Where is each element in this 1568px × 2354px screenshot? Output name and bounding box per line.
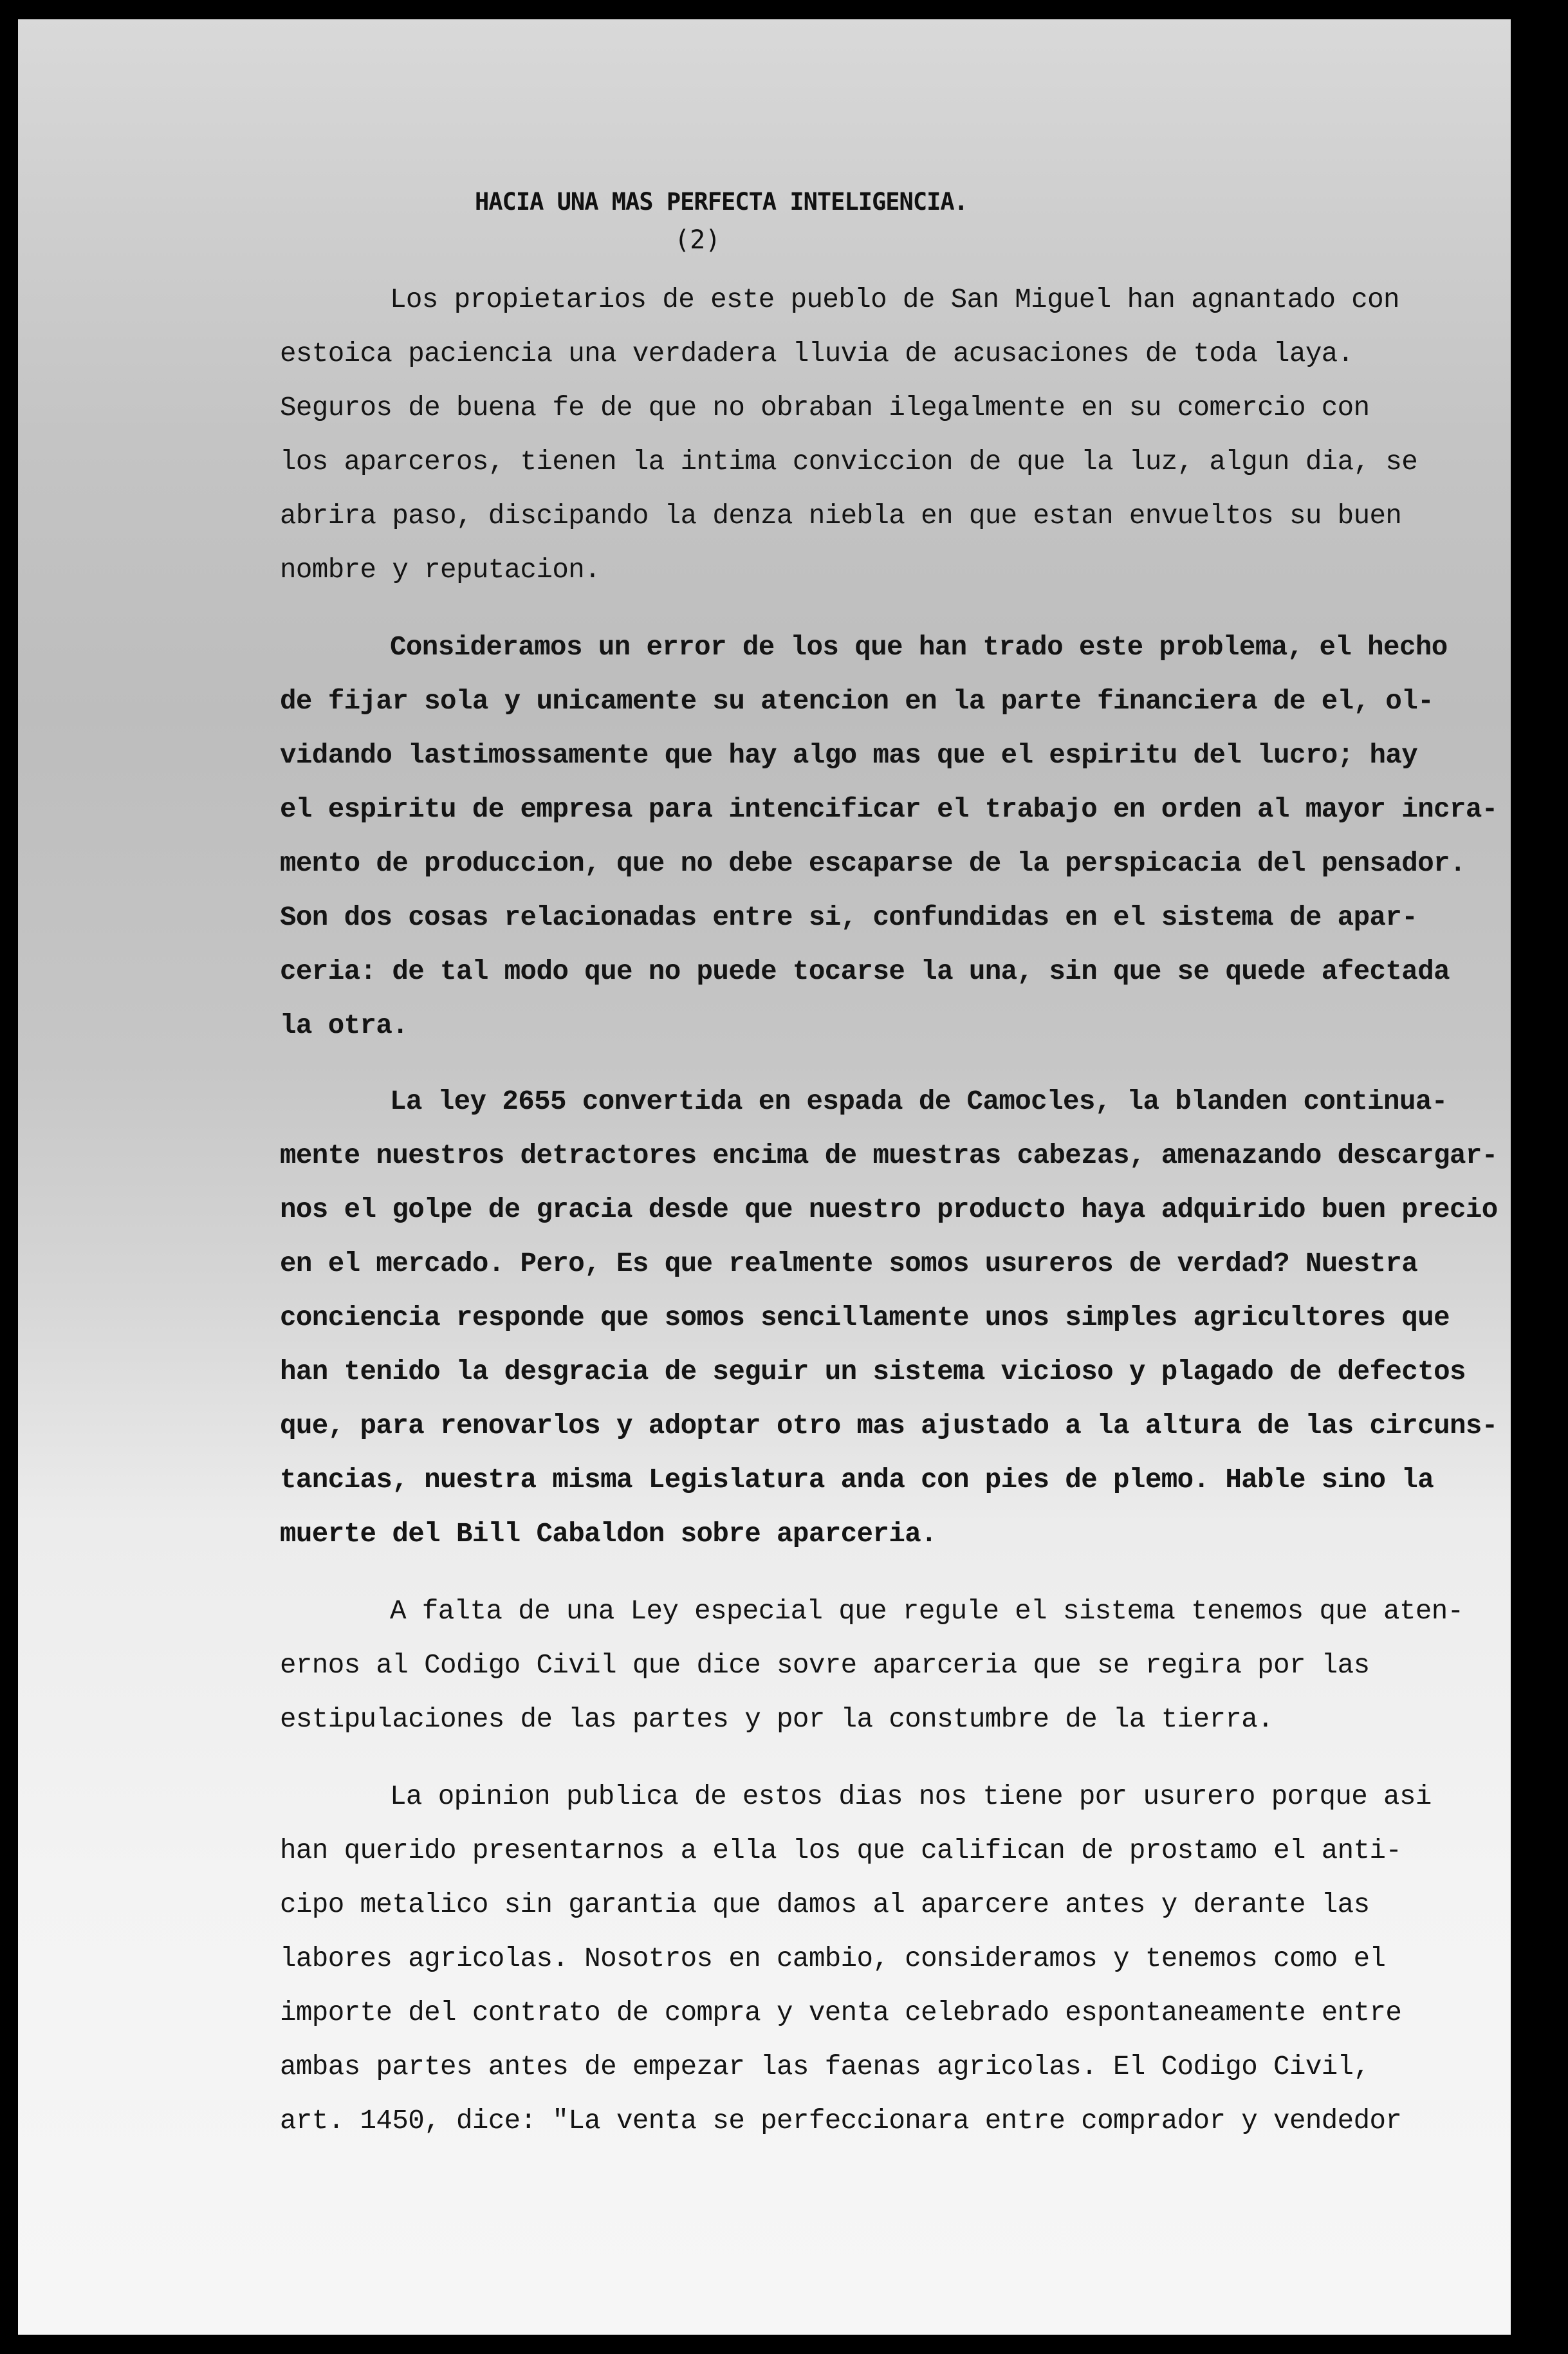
paragraph-2-line-3: vidando lastimossamente que hay algo mas que el espiritu del lucro; hay (280, 740, 1418, 771)
paragraph-4-line-2: ernos al Codigo Civil que dice sovre aparceria que se regira por las (280, 1650, 1370, 1681)
paragraph-3-line-6: han tenido la desgracia de seguir un sistema vicioso y plagado de defectos (280, 1357, 1466, 1387)
paragraph-3-line-7: que, para renovarlos y adoptar otro mas ajustado a la altura de las circuns- (280, 1411, 1498, 1441)
document-page (18, 19, 1511, 2335)
paragraph-3-line-5: conciencia responde que somos sencillamente unos simples agricultores que (280, 1302, 1450, 1333)
paragraph-2-line-6: Son dos cosas relacionadas entre si, confundidas en el sistema de apar- (280, 902, 1418, 933)
paragraph-3-line-9: muerte del Bill Cabaldon sobre aparceria. (280, 1519, 937, 1550)
paragraph-2-line-5: mento de produccion, que no debe escaparse de la perspicacia del pensador. (280, 848, 1466, 879)
paragraph-2-line-7: ceria: de tal modo que no puede tocarse la una, sin que se quede afectada (280, 956, 1450, 987)
document-title: HACIA UNA MAS PERFECTA INTELIGENCIA. (475, 188, 968, 216)
paragraph-1-line-1: Los propietarios de este pueblo de San Miguel han agnantado con (390, 284, 1399, 315)
paragraph-1-line-5: abrira paso, discipando la denza niebla en que estan envueltos su buen (280, 501, 1402, 532)
paragraph-5-line-6: ambas partes antes de empezar las faenas agricolas. El Codigo Civil, (280, 2052, 1370, 2082)
paragraph-2-line-2: de fijar sola y unicamente su atencion en la parte financiera de el, ol- (280, 686, 1434, 717)
paragraph-2-line-1: Consideramos un error de los que han trado este problema, el hecho (390, 632, 1448, 663)
paragraph-2-line-8: la otra. (280, 1010, 409, 1041)
paragraph-1-line-3: Seguros de buena fe de que no obraban ilegalmente en su comercio con (280, 393, 1370, 423)
paragraph-4-line-1: A falta de una Ley especial que regule el sistema tenemos que aten- (390, 1596, 1464, 1627)
paragraph-5-line-1: La opinion publica de estos dias nos tiene por usurero porque asi (390, 1781, 1432, 1812)
paragraph-5-line-4: labores agricolas. Nosotros en cambio, consideramos y tenemos como el (280, 1943, 1386, 1974)
paragraph-4-line-3: estipulaciones de las partes y por la constumbre de la tierra. (280, 1704, 1274, 1735)
paragraph-3-line-3: nos el golpe de gracia desde que nuestro producto haya adquirido buen precio (280, 1194, 1498, 1225)
paragraph-1-line-4: los aparceros, tienen la intima conviccion de que la luz, algun dia, se (280, 447, 1418, 477)
paragraph-5-line-3: cipo metalico sin garantia que damos al aparcere antes y derante las (280, 1889, 1370, 1920)
paragraph-3-line-1: La ley 2655 convertida en espada de Camocles, la blanden continua- (390, 1086, 1448, 1117)
paragraph-3-line-8: tancias, nuestra misma Legislatura anda con pies de plemo. Hable sino la (280, 1465, 1434, 1496)
paragraph-3-line-4: en el mercado. Pero, Es que realmente somos usureros de verdad? Nuestra (280, 1248, 1418, 1279)
paragraph-5-line-2: han querido presentarnos a ella los que califican de prostamo el anti- (280, 1835, 1402, 1866)
paragraph-1-line-6: nombre y reputacion. (280, 555, 601, 586)
paragraph-1-line-2: estoica paciencia una verdadera lluvia de acusaciones de toda laya. (280, 338, 1354, 369)
paragraph-5-line-5: importe del contrato de compra y venta celebrado espontaneamente entre (280, 1997, 1402, 2028)
paragraph-3-line-2: mente nuestros detractores encima de muestras cabezas, amenazando descargar- (280, 1140, 1498, 1171)
paragraph-5-line-7: art. 1450, dice: "La venta se perfeccionara entre comprador y vendedor (280, 2106, 1402, 2136)
paragraph-2-line-4: el espiritu de empresa para intencificar el trabajo en orden al mayor incra- (280, 794, 1498, 825)
page-number: (2) (674, 225, 721, 255)
